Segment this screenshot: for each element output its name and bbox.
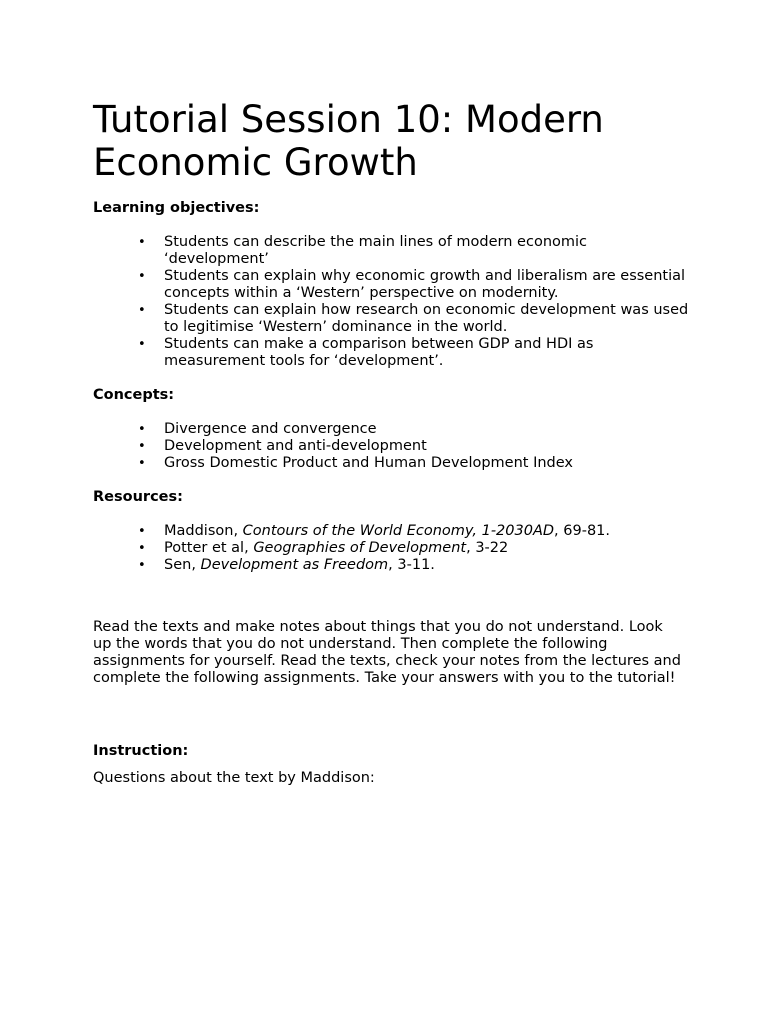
instruction-heading: Instruction: — [93, 743, 189, 759]
resource-title: Development as Freedom — [200, 557, 389, 573]
instruction-text: Questions about the text by Maddison: — [93, 770, 375, 786]
intro-paragraph: Read the texts and make notes about things that you do not understand. Look up the words that you do not understand. Then complete the following assignments for yourself. Read the texts, check your notes from the lectures and complete the following assignments. Take your answers with you to the tutorial! — [93, 619, 681, 686]
resources-list — [93, 523, 693, 574]
learning-objectives-list — [93, 234, 693, 370]
concepts-list — [93, 421, 693, 472]
resource-author: Maddison, — [164, 523, 243, 539]
list-item: • Gross Domestic Product and Human Development Index — [93, 455, 693, 472]
concepts-heading: Concepts: — [93, 387, 175, 403]
list-item: • Students can describe the main lines of modern economic ‘development’ — [93, 234, 693, 268]
learning-objectives-heading: Learning objectives: — [93, 200, 260, 216]
list-item: • Students can make a comparison between GDP and HDI as measurement tools for ‘development’. — [93, 336, 693, 370]
resource-item — [93, 523, 693, 540]
resource-author: Sen, — [164, 557, 201, 573]
list-item: • Development and anti-development — [93, 438, 693, 455]
list-item: • Divergence and convergence — [93, 421, 693, 438]
resource-title: Contours of the World Economy, 1-2030AD — [242, 523, 555, 539]
page-title: Tutorial Session 10: Modern Economic Growth — [93, 98, 604, 184]
resource-pages: , 3-11. — [388, 557, 435, 573]
list-item: • Students can explain how research on economic development was used to legitimise ‘Western’ dominance in the world. — [93, 302, 693, 336]
list-item: • Students can explain why economic growth and liberalism are essential concepts within a ‘Western’ perspective on modernity. — [93, 268, 693, 302]
resource-item — [93, 557, 693, 574]
resource-author: Potter et al, — [164, 540, 254, 556]
resource-item — [93, 540, 693, 557]
resource-pages: , 69-81. — [554, 523, 611, 539]
resource-title: Geographies of Development — [253, 540, 467, 556]
resource-pages: , 3-22 — [466, 540, 509, 556]
resources-heading: Resources: — [93, 489, 183, 505]
